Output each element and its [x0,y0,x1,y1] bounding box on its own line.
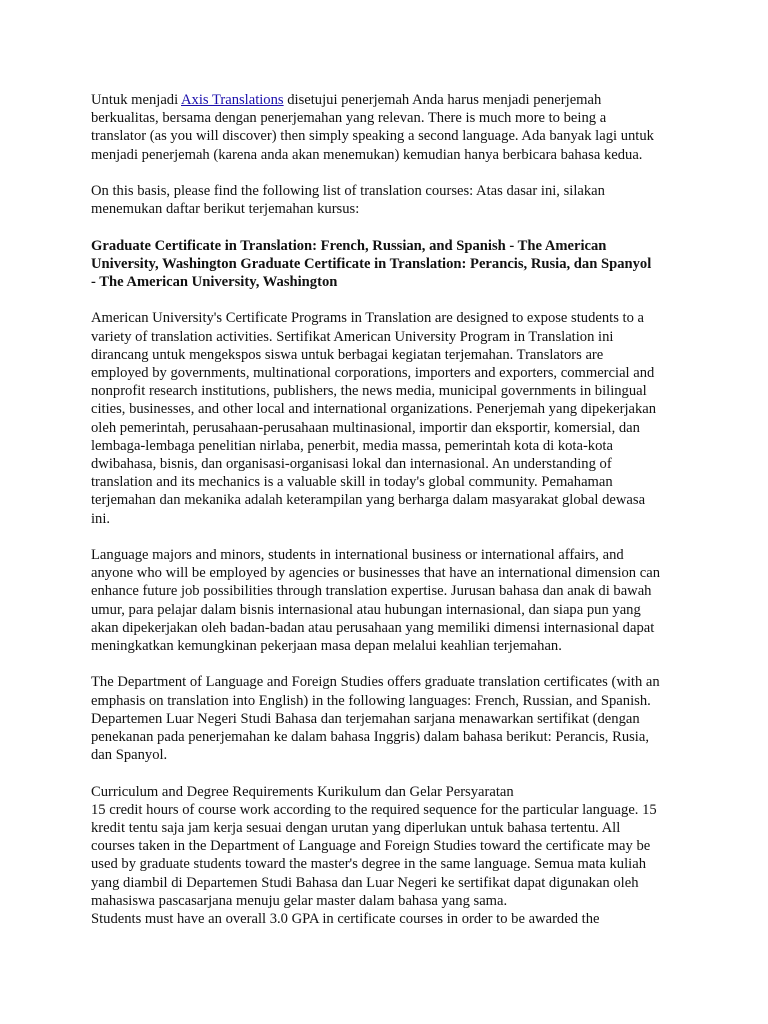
text-line: penekanan pada penerjemahan ke dalam bahasa Inggris) dalam bahasa berikut: Perancis, Rusia, [91,729,649,746]
text-line: anyone who will be employed by agencies or businesses that have an international dimension can [91,565,660,582]
text-line: kredit tentu saja jam kerja sesuai dengan urutan yang diperlukan untuk bahasa tertentu. All [91,820,621,837]
text-line: Students must have an overall 3.0 GPA in certificate courses in order to be awarded the [91,911,600,928]
text-line: menemukan daftar berikut terjemahan kursus: [91,201,360,218]
text-line: Language majors and minors, students in international business or international affairs, and [91,547,624,564]
text-line: menjadi penerjemah (karena anda akan menemukan) kemudian hanya berbicara bahasa kedua. [91,146,643,163]
text-line: dan Spanyol. [91,747,168,764]
text-line: akan dipekerjakan oleh badan-badan atau perusahaan yang memiliki dimensi internasional dapat [91,619,655,636]
text-line: oleh pemerintah, perusahaan-perusahaan multinasional, importir dan eksportir, komersial, dan [91,419,640,436]
text-line: mahasiswa pascasarjana menuju gelar master dalam bahasa yang sama. [91,892,508,909]
curriculum-heading: Curriculum and Degree Requirements Kurikulum dan Gelar Persyaratan [91,783,514,800]
text-line: yang diambil di Departemen Studi Bahasa dan Luar Negeri ke sertifikat dapat digunakan oleh [91,874,639,891]
course-heading [91,237,691,292]
text-line: dirancang untuk mengekspos siswa untuk berbagai kegiatan terjemahan. Translators are [91,346,604,363]
intro-prefix: Untuk menjadi [91,92,181,108]
document-page [91,91,691,928]
text-line: translator (as you will discover) then simply speaking a second language. Ada banyak lagi untuk [91,128,654,145]
department-paragraph [91,673,691,764]
text-line: cities, businesses, and other local and international organizations. Penerjemah yang dipekerjakan [91,401,657,418]
text-line: employed by governments, multinational corporations, importers and exporters, commercial and [91,365,655,381]
curriculum-paragraph [91,783,691,929]
basis-paragraph [91,182,691,218]
axis-translations-link[interactable]: Axis Translations [181,92,284,108]
text-line: terjemahan dan mekanika adalah keterampilan yang berharga dalam masyarakat global dewasa [91,492,646,509]
text-line: used by graduate students toward the master's degree in the same language. Semua mata kuliah [91,856,646,873]
text-line [91,91,691,109]
programs-paragraph [91,309,691,527]
text-line: berkualitas, bersama dengan penerjemahan yang relevan. There is much more to being a [91,110,607,127]
text-line: umur, para pelajar dalam bisnis internasional atau hubungan internasional, dan siapa pun yang [91,601,641,618]
text-line: nonprofit research institutions, publishers, the news media, municipal governments in bilingual [91,383,647,400]
text-line: variety of translation activities. Sertifikat American University Program in Translation ini [91,328,614,345]
text-line: emphasis on translation into English) in the following languages: French, Russian, and Spanish. [91,692,651,709]
intro-line1-rest: disetujui penerjemah Anda harus menjadi penerjemah [283,92,602,108]
text-line: On this basis, please find the following list of translation courses: Atas dasar ini, silakan [91,183,605,199]
text-line: The Department of Language and Foreign Studies offers graduate translation certificates (with an [91,674,660,691]
intro-paragraph [91,91,691,164]
text-line: lembaga-lembaga penelitian nirlaba, penerbit, media massa, pemerintah kota di kota-kota [91,437,613,454]
text-line: meningkatkan kemungkinan pekerjaan masa depan melalui keahlian terjemahan. [91,638,562,655]
heading-line: Graduate Certificate in Translation: French, Russian, and Spanish - The American [91,237,607,254]
text-line: ini. [91,510,111,527]
majors-paragraph [91,546,691,655]
text-line: Departemen Luar Negeri Studi Bahasa dan terjemahan sarjana menawarkan sertifikat (dengan [91,710,640,727]
text-line: dwibahasa, bisnis, dan organisasi-organisasi lokal dan internasional. An understanding of [91,456,612,473]
text-line: enhance future job possibilities through translation expertise. Jurusan bahasa dan anak di bawah [91,583,652,600]
heading-line: - The American University, Washington [91,274,338,290]
text-line: translation and its mechanics is a valuable skill in today's global community. Pemahaman [91,474,613,491]
text-line: courses taken in the Department of Language and Foreign Studies toward the certificate may be [91,838,651,855]
heading-line: University, Washington Graduate Certificate in Translation: Perancis, Rusia, dan Spanyol [91,255,652,272]
text-line: American University's Certificate Programs in Translation are designed to expose students to a [91,310,645,327]
text-line: 15 credit hours of course work according to the required sequence for the particular language. 15 [91,801,657,818]
